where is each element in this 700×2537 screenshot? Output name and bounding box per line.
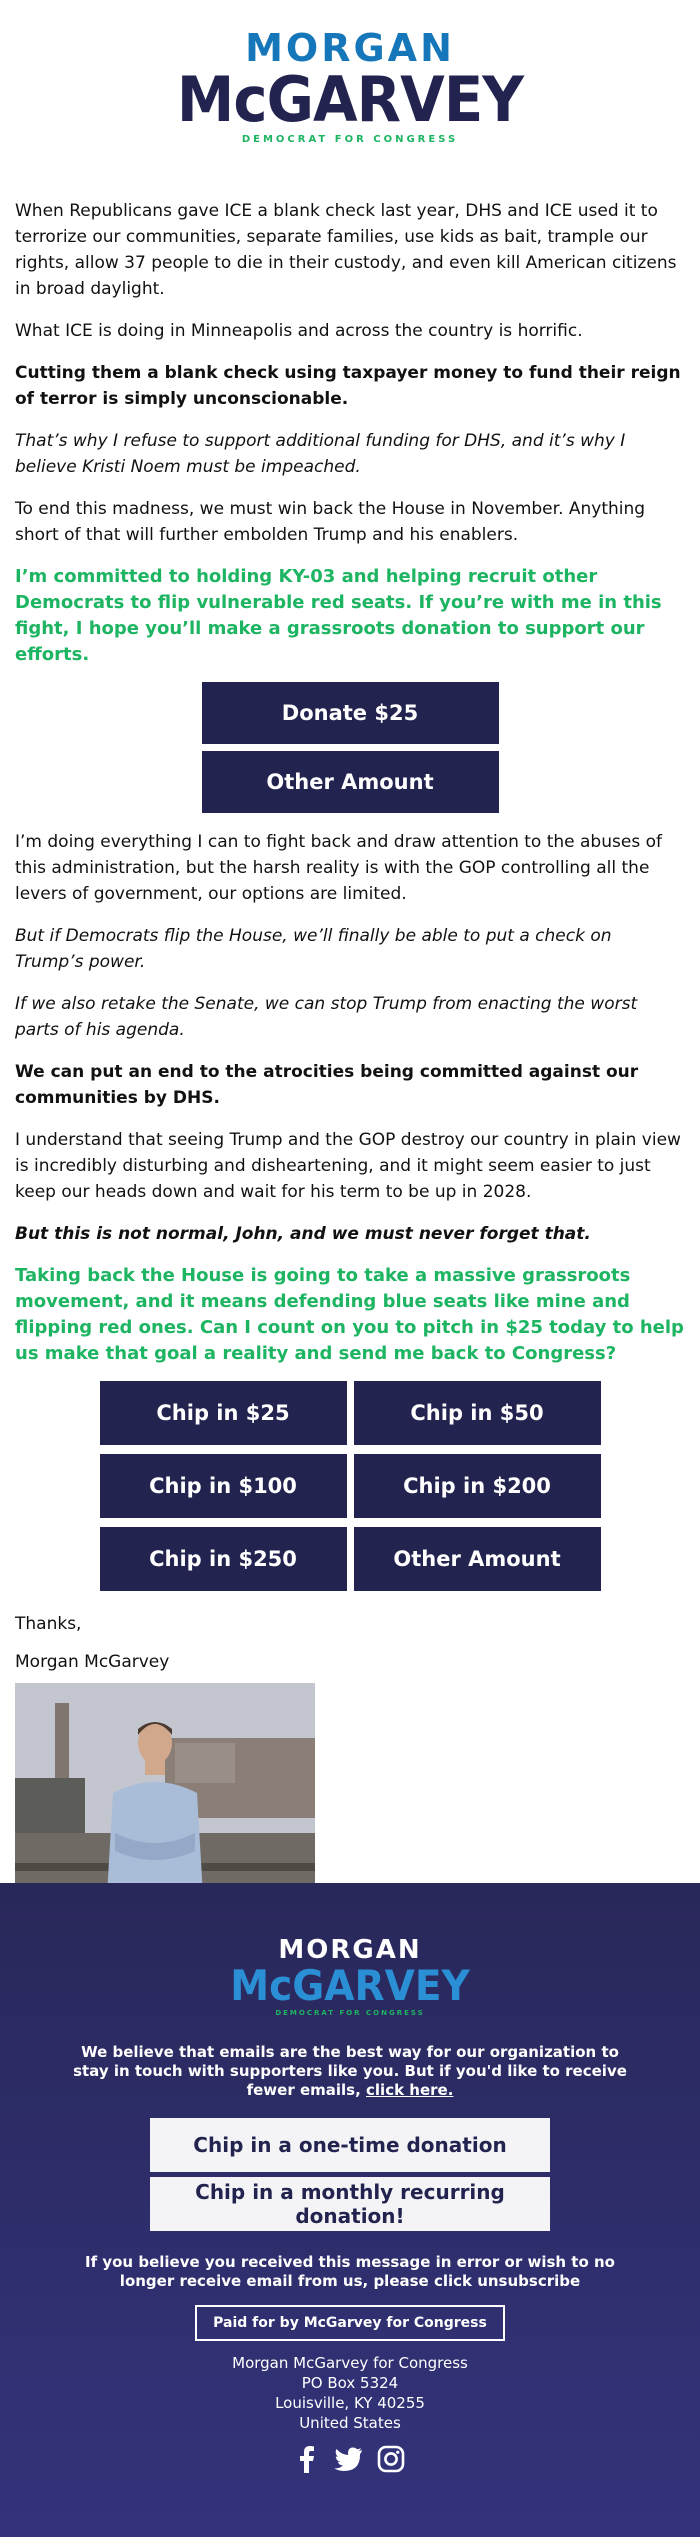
email-preference-text: We believe that emails are the best way for our organization to stay in touch with supporters like you. But if you'd like to receive fewer emails,	[73, 2043, 627, 2099]
monthly-donation-button[interactable]: Chip in a monthly recurring donation!	[150, 2177, 550, 2231]
logo-last-name: McGARVEY	[176, 63, 524, 136]
paragraph-callout: I’m committed to holding KY-03 and helping recruit other Democrats to flip vulnerable red seats. If you’re with me in this fight, I hope you’ll make a grassroots donation to support our efforts.	[15, 566, 662, 665]
twitter-icon[interactable]	[333, 2445, 363, 2473]
address-line: PO Box 5324	[301, 2374, 399, 2392]
paragraph-callout: Taking back the House is going to take a massive grassroots movement, and it means defending blue seats like mine and flipping red ones. Can I count on you to pitch in $25 today to help us make that goal a reality and send me back to Congress?	[15, 1265, 684, 1364]
closing-thanks: Thanks,	[15, 1614, 82, 1634]
paragraph: I understand that seeing Trump and the GOP destroy our country in plain view is incredibly disturbing and disheartening, and it might seem easier to just keep our heads down and wait for his term to be up in 2028.	[15, 1130, 681, 1202]
chip-100-button[interactable]: Chip in $100	[100, 1454, 347, 1518]
chip-200-button[interactable]: Chip in $200	[354, 1454, 601, 1518]
paragraph-bold: We can put an end to the atrocities being committed against our communities by DHS.	[15, 1062, 639, 1108]
unsubscribe-note[interactable]: If you believe you received this message in error or wish to no longer receive email from us, please click unsubscribe	[85, 2253, 615, 2290]
donate-25-button[interactable]: Donate $25	[202, 682, 499, 744]
address-line: Morgan McGarvey for Congress	[232, 2354, 468, 2372]
one-time-donation-button[interactable]: Chip in a one-time donation	[150, 2118, 550, 2172]
paid-for-disclaimer	[195, 2305, 505, 2341]
paragraph-bold: Cutting them a blank check using taxpayer money to fund their reign of terror is simply unconscionable.	[15, 363, 681, 409]
footer-logo	[0, 1883, 700, 2019]
paid-for-text: Paid for by McGarvey for Congress	[213, 2315, 487, 2331]
chip-other-amount-button[interactable]: Other Amount	[354, 1527, 601, 1591]
fewer-emails-link[interactable]: click here.	[366, 2081, 454, 2099]
paragraph-bold-italic: But this is not normal, John, and we must never forget that.	[15, 1224, 591, 1244]
footer	[0, 1883, 700, 2537]
facebook-icon[interactable]	[295, 2445, 319, 2473]
chip-250-button[interactable]: Chip in $250	[100, 1527, 347, 1591]
instagram-icon[interactable]	[377, 2445, 405, 2473]
paragraph: What ICE is doing in Minneapolis and across the country is horrific.	[15, 321, 583, 341]
paragraph-italic: If we also retake the Senate, we can stop Trump from enacting the worst parts of his agenda.	[15, 994, 638, 1040]
header-logo	[15, 0, 685, 145]
footer-logo-tagline: DEMOCRAT FOR CONGRESS	[275, 2009, 425, 2017]
footer-logo-first-name: MORGAN	[278, 1935, 422, 1965]
logo-first-name: MORGAN	[245, 26, 455, 70]
paragraph: When Republicans gave ICE a blank check last year, DHS and ICE used it to terrorize our communities, separate families, use kids as bait, trample our rights, allow 37 people to die in their custody, and even kill American citizens in broad daylight.	[15, 201, 677, 299]
signature: Morgan McGarvey	[15, 1652, 170, 1672]
address-line: Louisville, KY 40255	[275, 2394, 425, 2412]
social-links	[0, 2445, 700, 2473]
paragraph: I’m doing everything I can to fight back and draw attention to the abuses of this administration, but the harsh reality is with the GOP controlling all the levers of government, our options are limited.	[15, 832, 662, 904]
other-amount-button[interactable]: Other Amount	[202, 751, 499, 813]
email-preference-note	[70, 2043, 630, 2100]
chip-in-button-grid	[15, 1381, 685, 1591]
mailing-address	[0, 2353, 700, 2433]
address-line: United States	[299, 2414, 401, 2432]
paragraph: To end this madness, we must win back the House in November. Anything short of that will further embolden Trump and his enablers.	[15, 499, 646, 545]
paragraph-italic: But if Democrats flip the House, we’ll finally be able to put a check on Trump’s power.	[15, 926, 612, 972]
chip-50-button[interactable]: Chip in $50	[354, 1381, 601, 1445]
logo-tagline: DEMOCRAT FOR CONGRESS	[241, 134, 459, 145]
paragraph-italic: That’s why I refuse to support additional funding for DHS, and it’s why I believe Kristi Noem must be impeached.	[15, 431, 626, 477]
footer-logo-last-name: McGARVEY	[230, 1961, 470, 2010]
chip-25-button[interactable]: Chip in $25	[100, 1381, 347, 1445]
